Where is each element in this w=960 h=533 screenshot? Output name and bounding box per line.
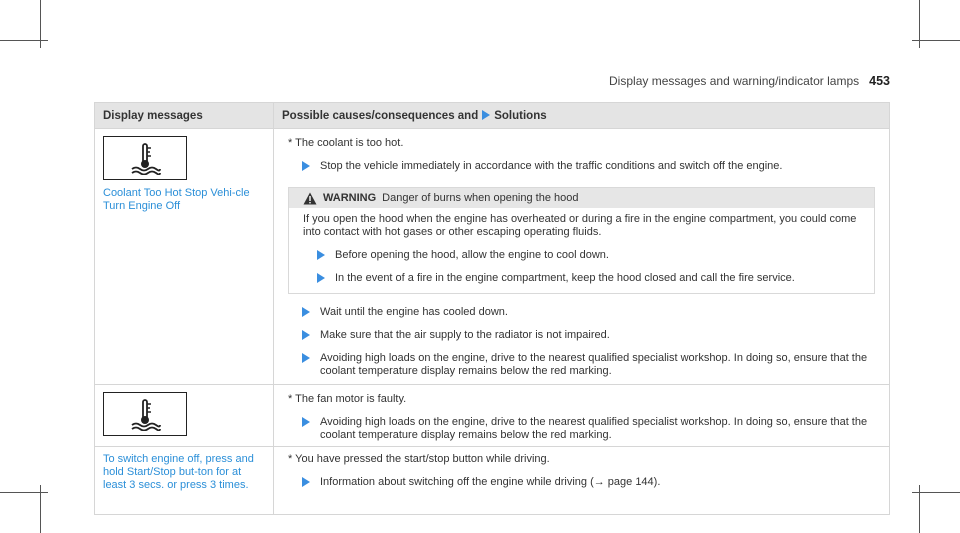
- warning-step: [303, 272, 866, 285]
- column-header-solutions-label: Solutions: [494, 109, 547, 122]
- crop-mark: [912, 492, 960, 493]
- arrow-right-icon: [302, 417, 310, 427]
- warning-title: WARNING: [323, 192, 377, 204]
- column-header-display-messages: Display messages: [95, 103, 274, 129]
- table-header-row: [95, 103, 890, 129]
- solution-step-text: Stop the vehicle immediately in accordance with the traffic conditions and switch off the engine.: [320, 160, 783, 172]
- solution-step: [288, 416, 877, 442]
- column-header-causes-solutions: [274, 103, 890, 129]
- causes-solutions-cell: [274, 447, 890, 515]
- arrow-right-icon: [302, 330, 310, 340]
- page-title: Display messages and warning/indicator lamps: [609, 74, 860, 88]
- warning-box: [288, 187, 875, 294]
- warning-step: [303, 249, 866, 262]
- cause-text: * The fan motor is faulty.: [288, 393, 407, 405]
- warning-text: If you open the hood when the engine has overheated or during a fire in the engine compartment, you could come into contact with hot gases or other escaping operating fluids.: [303, 213, 857, 238]
- arrow-right-icon: [302, 477, 310, 487]
- causes-solutions-cell: [274, 129, 890, 385]
- solution-step: [288, 352, 877, 378]
- display-message-cell: [95, 129, 274, 385]
- solution-step-text: Information about switching off the engine while driving (→ page 144).: [320, 476, 661, 488]
- solution-step-text: Avoiding high loads on the engine, drive to the nearest qualified specialist workshop. In doing so, ensure that the coolant temperature display remains below the red marking.: [320, 352, 868, 377]
- warning-header: [289, 188, 874, 208]
- arrow-right-icon: [317, 273, 325, 283]
- cause-text: * The coolant is too hot.: [288, 137, 404, 149]
- column-header-causes-label: Possible causes/consequences and: [282, 109, 479, 122]
- arrow-right-icon: [317, 250, 325, 260]
- warning-step-text: Before opening the hood, allow the engine to cool down.: [335, 249, 609, 261]
- display-messages-table: [94, 102, 890, 515]
- page-number: 453: [869, 74, 890, 88]
- display-message-cell: [95, 447, 274, 515]
- solution-step-text: Make sure that the air supply to the radiator is not impaired.: [320, 329, 610, 341]
- display-message-cell: [95, 385, 274, 447]
- solution-step: [288, 306, 877, 319]
- solution-step: [288, 476, 877, 489]
- crop-mark: [912, 40, 960, 41]
- display-message-text: Coolant Too Hot Stop Vehi-cle Turn Engine Off: [103, 187, 250, 212]
- warning-subtitle: Danger of burns when opening the hood: [382, 192, 579, 204]
- crop-mark: [0, 492, 48, 493]
- coolant-temperature-icon: [103, 392, 187, 436]
- solution-step: [288, 160, 877, 173]
- warning-body: [289, 208, 874, 293]
- solution-step-text: Avoiding high loads on the engine, drive to the nearest qualified specialist workshop. In doing so, ensure that the coolant temperature display remains below the red marking.: [320, 416, 868, 441]
- warning-triangle-icon: [303, 192, 317, 205]
- causes-solutions-cell: [274, 385, 890, 447]
- solution-step-text: Wait until the engine has cooled down.: [320, 306, 508, 318]
- coolant-temperature-icon: [103, 136, 187, 180]
- table-row: [95, 129, 890, 385]
- table-row: [95, 385, 890, 447]
- arrow-right-icon: [482, 110, 490, 120]
- table-row: [95, 447, 890, 515]
- page-header: [609, 74, 890, 88]
- arrow-right-icon: [302, 161, 310, 171]
- arrow-right-icon: [302, 353, 310, 363]
- display-message-text: To switch engine off, press and hold Start/Stop but-ton for at least 3 secs. or press 3 times.: [103, 453, 254, 491]
- warning-step-text: In the event of a fire in the engine compartment, keep the hood closed and call the fire service.: [335, 272, 795, 284]
- crop-mark: [0, 40, 48, 41]
- arrow-right-icon: [302, 307, 310, 317]
- cause-text: * You have pressed the start/stop button while driving.: [288, 453, 550, 465]
- solution-step: [288, 329, 877, 342]
